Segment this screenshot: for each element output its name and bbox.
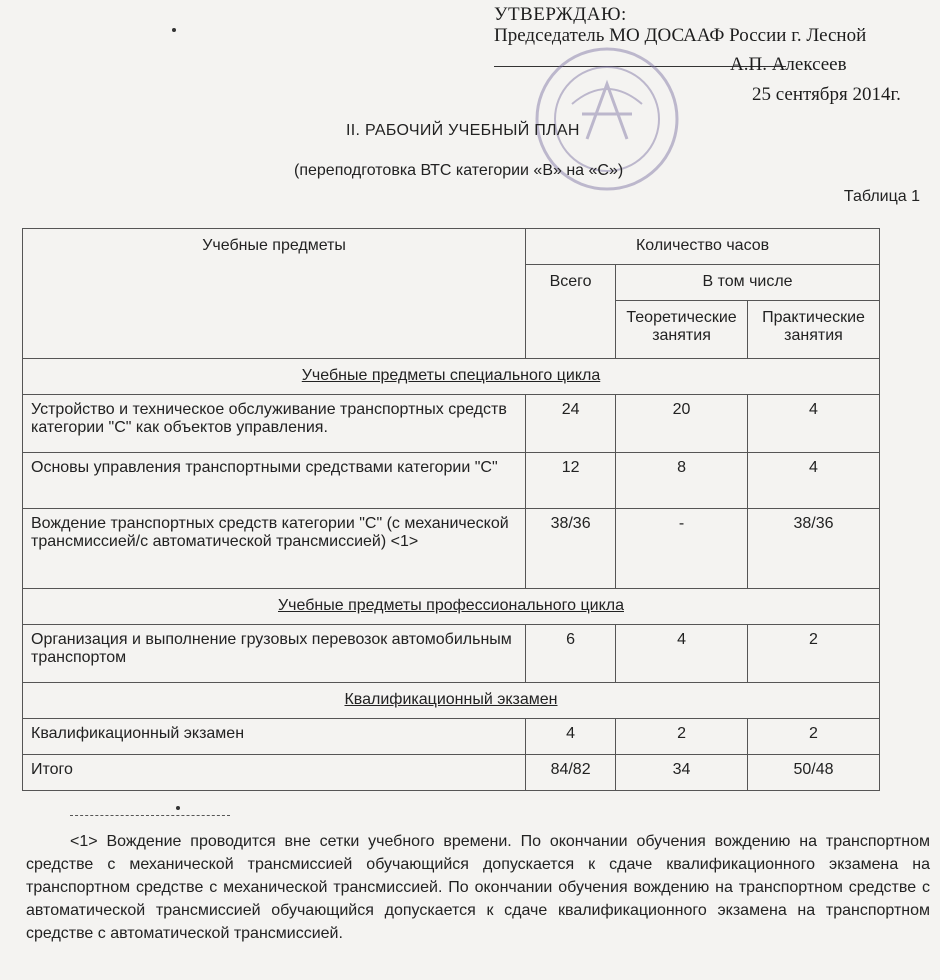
row-total: 12 — [526, 453, 616, 509]
row-theory: - — [616, 509, 748, 589]
total-theory: 34 — [616, 755, 748, 791]
speck — [172, 28, 176, 32]
section-title: Учебные предметы профессионального цикла — [23, 589, 880, 625]
page-heading: II. РАБОЧИЙ УЧЕБНЫЙ ПЛАН — [346, 122, 580, 139]
row-subject: Вождение транспортных средств категории "С" (с механической трансмиссией/с автоматической трансмиссией) <1> — [23, 509, 526, 589]
total-all: 84/82 — [526, 755, 616, 791]
approval-position: Председатель МО ДОСААФ России г. Лесной — [494, 25, 867, 46]
approval-block — [494, 4, 901, 105]
table-row — [23, 395, 880, 453]
speck — [176, 806, 180, 810]
row-theory: 4 — [616, 625, 748, 683]
row-subject: Устройство и техническое обслуживание транспортных средств категории "С" как объектов управления. — [23, 395, 526, 453]
header-hours: Количество часов — [526, 229, 880, 265]
table-row — [23, 719, 880, 755]
table-label: Таблица 1 — [843, 188, 920, 205]
table-row — [23, 453, 880, 509]
row-practice: 4 — [748, 395, 880, 453]
row-theory: 20 — [616, 395, 748, 453]
header-practice: Практические занятия — [748, 301, 880, 359]
header-including: В том числе — [616, 265, 880, 301]
footnote — [26, 830, 930, 945]
approval-title: УТВЕРЖДАЮ: — [494, 4, 627, 25]
footnote-divider — [70, 815, 230, 816]
approval-date: 25 сентября 2014г. — [752, 84, 901, 105]
header-subjects: Учебные предметы — [23, 229, 526, 359]
row-theory: 8 — [616, 453, 748, 509]
row-subject: Квалификационный экзамен — [23, 719, 526, 755]
row-total: 24 — [526, 395, 616, 453]
total-label: Итого — [23, 755, 526, 791]
header-total: Всего — [526, 265, 616, 359]
total-practice: 50/48 — [748, 755, 880, 791]
row-practice: 2 — [748, 719, 880, 755]
header-theory: Теоретические занятия — [616, 301, 748, 359]
table-row — [23, 625, 880, 683]
section-title: Учебные предметы специального цикла — [23, 359, 880, 395]
footnote-text: <1> Вождение проводится вне сетки учебного времени. По окончании обучения вождению на транспортном средстве с механической трансмиссией обучающийся допускается к сдаче квалификационного экзамена на транспортном средстве с механической трансмиссией. По окончании обучения вождению на транспортном средстве с автоматической трансмиссией обучающийся допускается к сдаче квалификационного экзамена на транспортном средстве с автоматической трансмиссией. — [26, 833, 930, 942]
table-row — [23, 509, 880, 589]
row-practice: 4 — [748, 453, 880, 509]
row-subject: Основы управления транспортными средствами категории "С" — [23, 453, 526, 509]
row-practice: 2 — [748, 625, 880, 683]
approval-signer: А.П. Алексеев — [730, 54, 847, 75]
row-theory: 2 — [616, 719, 748, 755]
row-subject: Организация и выполнение грузовых перевозок автомобильным транспортом — [23, 625, 526, 683]
row-total: 38/36 — [526, 509, 616, 589]
total-row — [23, 755, 880, 791]
row-total: 4 — [526, 719, 616, 755]
page-subheading: (переподготовка ВТС категории «В» на «С») — [294, 162, 624, 179]
section-title: Квалификационный экзамен — [23, 683, 880, 719]
study-plan-table — [22, 228, 880, 791]
row-total: 6 — [526, 625, 616, 683]
row-practice: 38/36 — [748, 509, 880, 589]
